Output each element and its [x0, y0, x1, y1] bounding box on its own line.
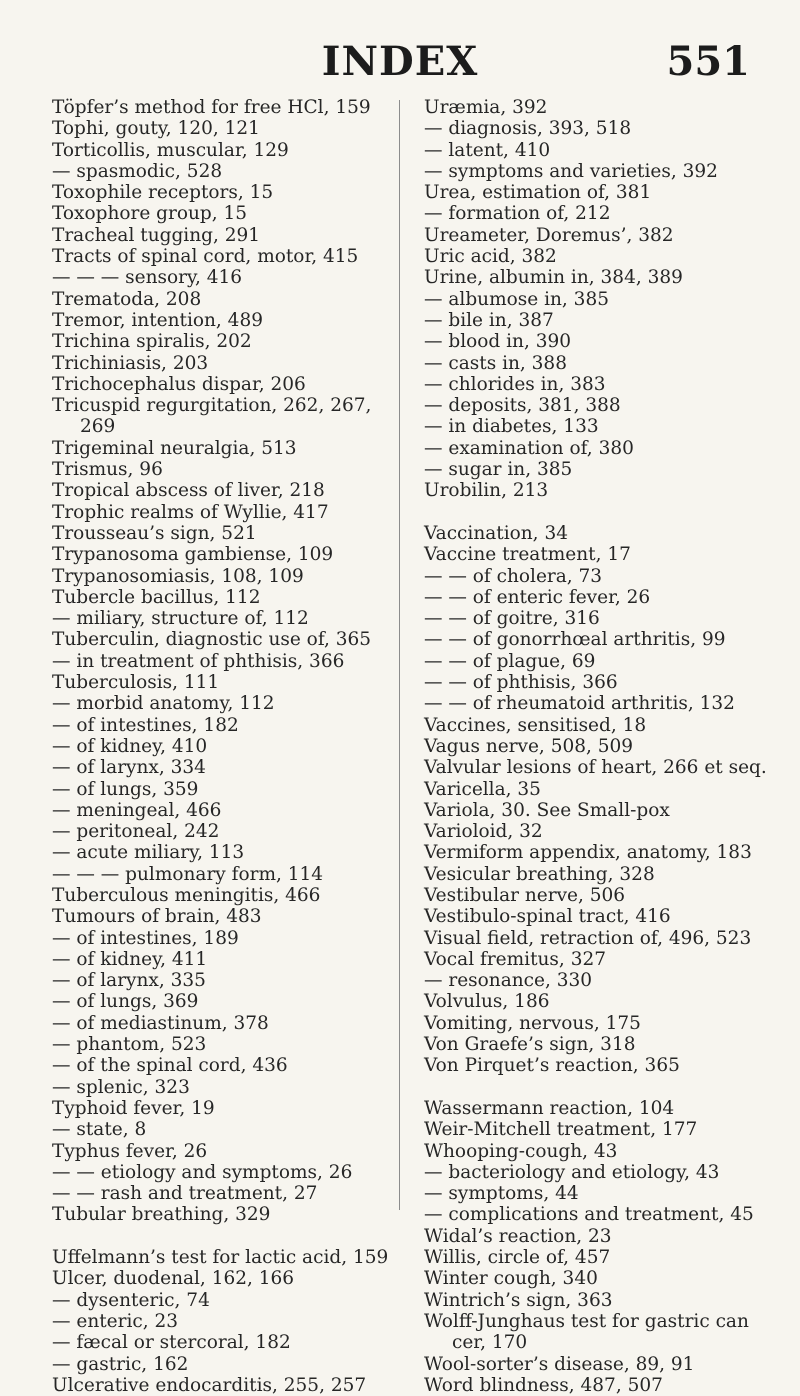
index-entry: — of mediastinum, 378 [52, 1012, 269, 1034]
index-entry: Trismus, 96 [52, 459, 163, 481]
index-entry: Uffelmann’s test for lactic acid, 159 [52, 1247, 389, 1269]
index-entry: Vagus nerve, 508, 509 [424, 735, 634, 757]
index-entry: Urea, estimation of, 381 [424, 182, 652, 204]
index-entry: Ulcerative endocarditis, 255, 257 [52, 1374, 367, 1396]
index-entry: Vestibulo-spinal tract, 416 [424, 906, 671, 928]
column-divider [399, 100, 400, 1210]
index-entry: — — of enteric fever, 26 [424, 586, 651, 608]
index-column-right [424, 97, 796, 1396]
index-entry: Varicella, 35 [424, 778, 541, 800]
index-entry: 269 [80, 416, 116, 438]
index-entry: Weir-Mitchell treatment, 177 [424, 1119, 698, 1141]
index-entry: Vestibular nerve, 506 [424, 884, 626, 906]
index-entry: Visual field, retraction of, 496, 523 [424, 927, 752, 949]
index-entry: — — of phthisis, 366 [424, 672, 618, 694]
index-entry: Varioloid, 32 [424, 821, 543, 843]
index-entry: — complications and treatment, 45 [424, 1204, 754, 1226]
index-entry: Vaccine treatment, 17 [424, 544, 631, 566]
index-entry: — in treatment of phthisis, 366 [52, 650, 345, 672]
index-entry: Tumours of brain, 483 [52, 906, 262, 928]
index-entry: — dysenteric, 74 [52, 1289, 210, 1311]
index-entry: — sugar in, 385 [424, 459, 573, 481]
index-entry: — — — pulmonary form, 114 [52, 863, 324, 885]
index-entry: Ulcer, duodenal, 162, 166 [52, 1268, 295, 1290]
index-entry: — of lungs, 369 [52, 991, 199, 1013]
index-entry: Vocal fremitus, 327 [424, 948, 607, 970]
index-entry: Typhoid fever, 19 [52, 1097, 215, 1119]
index-entry: — blood in, 390 [424, 331, 572, 353]
index-entry: Toxophile receptors, 15 [52, 182, 274, 204]
index-entry: — latent, 410 [424, 139, 551, 161]
running-head [0, 38, 800, 88]
index-entry: — — of rheumatoid arthritis, 132 [424, 693, 735, 715]
index-entry: — — of goitre, 316 [424, 608, 600, 630]
index-entry: — — of plague, 69 [424, 650, 596, 672]
index-entry: Ureameter, Doremus’, 382 [424, 224, 674, 246]
index-entry: — of lungs, 359 [52, 778, 199, 800]
index-entry: — albumose in, 385 [424, 288, 609, 310]
page-number: 551 [666, 38, 750, 85]
index-entry: — resonance, 330 [424, 970, 593, 992]
index-entry: Uric acid, 382 [424, 246, 557, 268]
index-entry: — fæcal or stercoral, 182 [52, 1332, 291, 1354]
index-entry: Tracheal tugging, 291 [52, 224, 261, 246]
index-entry: — phantom, 523 [52, 1034, 207, 1056]
index-entry: Trousseau’s sign, 521 [52, 522, 257, 544]
index-entry: Vermiform appendix, anatomy, 183 [424, 842, 752, 864]
index-entry: Wolff-Junghaus test for gastric can [424, 1310, 749, 1332]
index-entry: Trypanosoma gambiense, 109 [52, 544, 334, 566]
page-title: INDEX [321, 38, 479, 85]
section-gap [424, 502, 796, 523]
index-entry: Toxophore group, 15 [52, 203, 248, 225]
index-entry: — acute miliary, 113 [52, 842, 245, 864]
index-entry: — splenic, 323 [52, 1076, 190, 1098]
index-entry: Whooping-cough, 43 [424, 1140, 618, 1162]
index-entry: Trigeminal neuralgia, 513 [52, 437, 297, 459]
index-entry: Tophi, gouty, 120, 121 [52, 118, 260, 140]
index-entry: Torticollis, muscular, 129 [52, 139, 289, 161]
index-entry: — — of cholera, 73 [424, 565, 603, 587]
index-entry: — casts in, 388 [424, 352, 567, 374]
index-entry: Urine, albumin in, 384, 389 [424, 267, 683, 289]
index-entry: — spasmodic, 528 [52, 160, 223, 182]
index-entry: Urobilin, 213 [424, 480, 549, 502]
index-entry: Variola, 30. See Small-pox [424, 799, 670, 821]
index-entry: — formation of, 212 [424, 203, 611, 225]
index-entry: Trichocephalus dispar, 206 [52, 373, 306, 395]
index-entry: Tracts of spinal cord, motor, 415 [52, 246, 359, 268]
index-column-left [52, 97, 424, 1396]
index-entry: — diagnosis, 393, 518 [424, 118, 632, 140]
index-entry: Vaccination, 34 [424, 522, 568, 544]
index-entry: Tuberculin, diagnostic use of, 365 [52, 629, 372, 651]
index-entry: — state, 8 [52, 1119, 147, 1141]
index-entry: Tuberculous meningitis, 466 [52, 884, 321, 906]
index-entry: Trichiniasis, 203 [52, 352, 209, 374]
index-entry: — symptoms, 44 [424, 1183, 579, 1205]
index-entry: Widal’s reaction, 23 [424, 1225, 612, 1247]
index-entry: — miliary, structure of, 112 [52, 608, 309, 630]
index-entry: Wassermann reaction, 104 [424, 1097, 675, 1119]
index-entry: Typhus fever, 26 [52, 1140, 208, 1162]
index-entry: — meningeal, 466 [52, 799, 222, 821]
index-entry: — of kidney, 410 [52, 735, 208, 757]
index-entry: Vomiting, nervous, 175 [424, 1012, 641, 1034]
index-entry: Töpfer’s method for free HCl, 159 [52, 97, 371, 118]
index-entry: — — rash and treatment, 27 [52, 1183, 318, 1205]
index-entry: — in diabetes, 133 [424, 416, 599, 438]
section-gap [424, 1077, 796, 1098]
index-entry: Trophic realms of Wyllie, 417 [52, 501, 329, 523]
index-entry: Vaccines, sensitised, 18 [424, 714, 647, 736]
index-entry: Tricuspid regurgitation, 262, 267, [52, 395, 372, 417]
index-entry: Volvulus, 186 [424, 991, 550, 1013]
index-entry: Wintrich’s sign, 363 [424, 1289, 613, 1311]
index-entry: Tubercle bacillus, 112 [52, 586, 261, 608]
index-entry: Tremor, intention, 489 [52, 309, 263, 331]
index-entry: — gastric, 162 [52, 1353, 189, 1375]
index-entry: — bile in, 387 [424, 309, 554, 331]
index-entry: Tuberculosis, 111 [52, 672, 220, 694]
index-entry: Von Graefe’s sign, 318 [424, 1034, 636, 1056]
index-entry: — symptoms and varieties, 392 [424, 160, 718, 182]
index-entry: cer, 170 [452, 1332, 528, 1354]
index-entry: Uræmia, 392 [424, 97, 548, 118]
index-entry: Word blindness, 487, 507 [424, 1374, 663, 1396]
index-entry: — of kidney, 411 [52, 948, 208, 970]
index-entry: Trichina spiralis, 202 [52, 331, 252, 353]
index-entry: — — — sensory, 416 [52, 267, 243, 289]
index-entry: — enteric, 23 [52, 1310, 179, 1332]
index-entry: — morbid anatomy, 112 [52, 693, 275, 715]
index-entry: Tropical abscess of liver, 218 [52, 480, 325, 502]
index-entry: Valvular lesions of heart, 266 et seq. [424, 757, 767, 779]
index-entry: Wool-sorter’s disease, 89, 91 [424, 1353, 695, 1375]
index-entry: Willis, circle of, 457 [424, 1247, 611, 1269]
index-entry: — of the spinal cord, 436 [52, 1055, 288, 1077]
index-entry: Trematoda, 208 [52, 288, 202, 310]
index-entry: — of larynx, 335 [52, 970, 206, 992]
index-entry: — — of gonorrhœal arthritis, 99 [424, 629, 726, 651]
index-entry: Winter cough, 340 [424, 1268, 598, 1290]
index-entry: — deposits, 381, 388 [424, 395, 621, 417]
index-entry: — of intestines, 182 [52, 714, 239, 736]
index-entry: — peritoneal, 242 [52, 821, 220, 843]
index-entry: — chlorides in, 383 [424, 373, 606, 395]
section-gap [52, 1226, 424, 1247]
index-entry: Trypanosomiasis, 108, 109 [52, 565, 304, 587]
index-entry: — examination of, 380 [424, 437, 634, 459]
index-entry: Vesicular breathing, 328 [424, 863, 655, 885]
index-entry: — of intestines, 189 [52, 927, 239, 949]
index-entry: — bacteriology and etiology, 43 [424, 1161, 720, 1183]
index-entry: Tubular breathing, 329 [52, 1204, 271, 1226]
index-entry: — of larynx, 334 [52, 757, 206, 779]
index-entry: — — etiology and symptoms, 26 [52, 1161, 353, 1183]
index-entry: Von Pirquet’s reaction, 365 [424, 1055, 680, 1077]
